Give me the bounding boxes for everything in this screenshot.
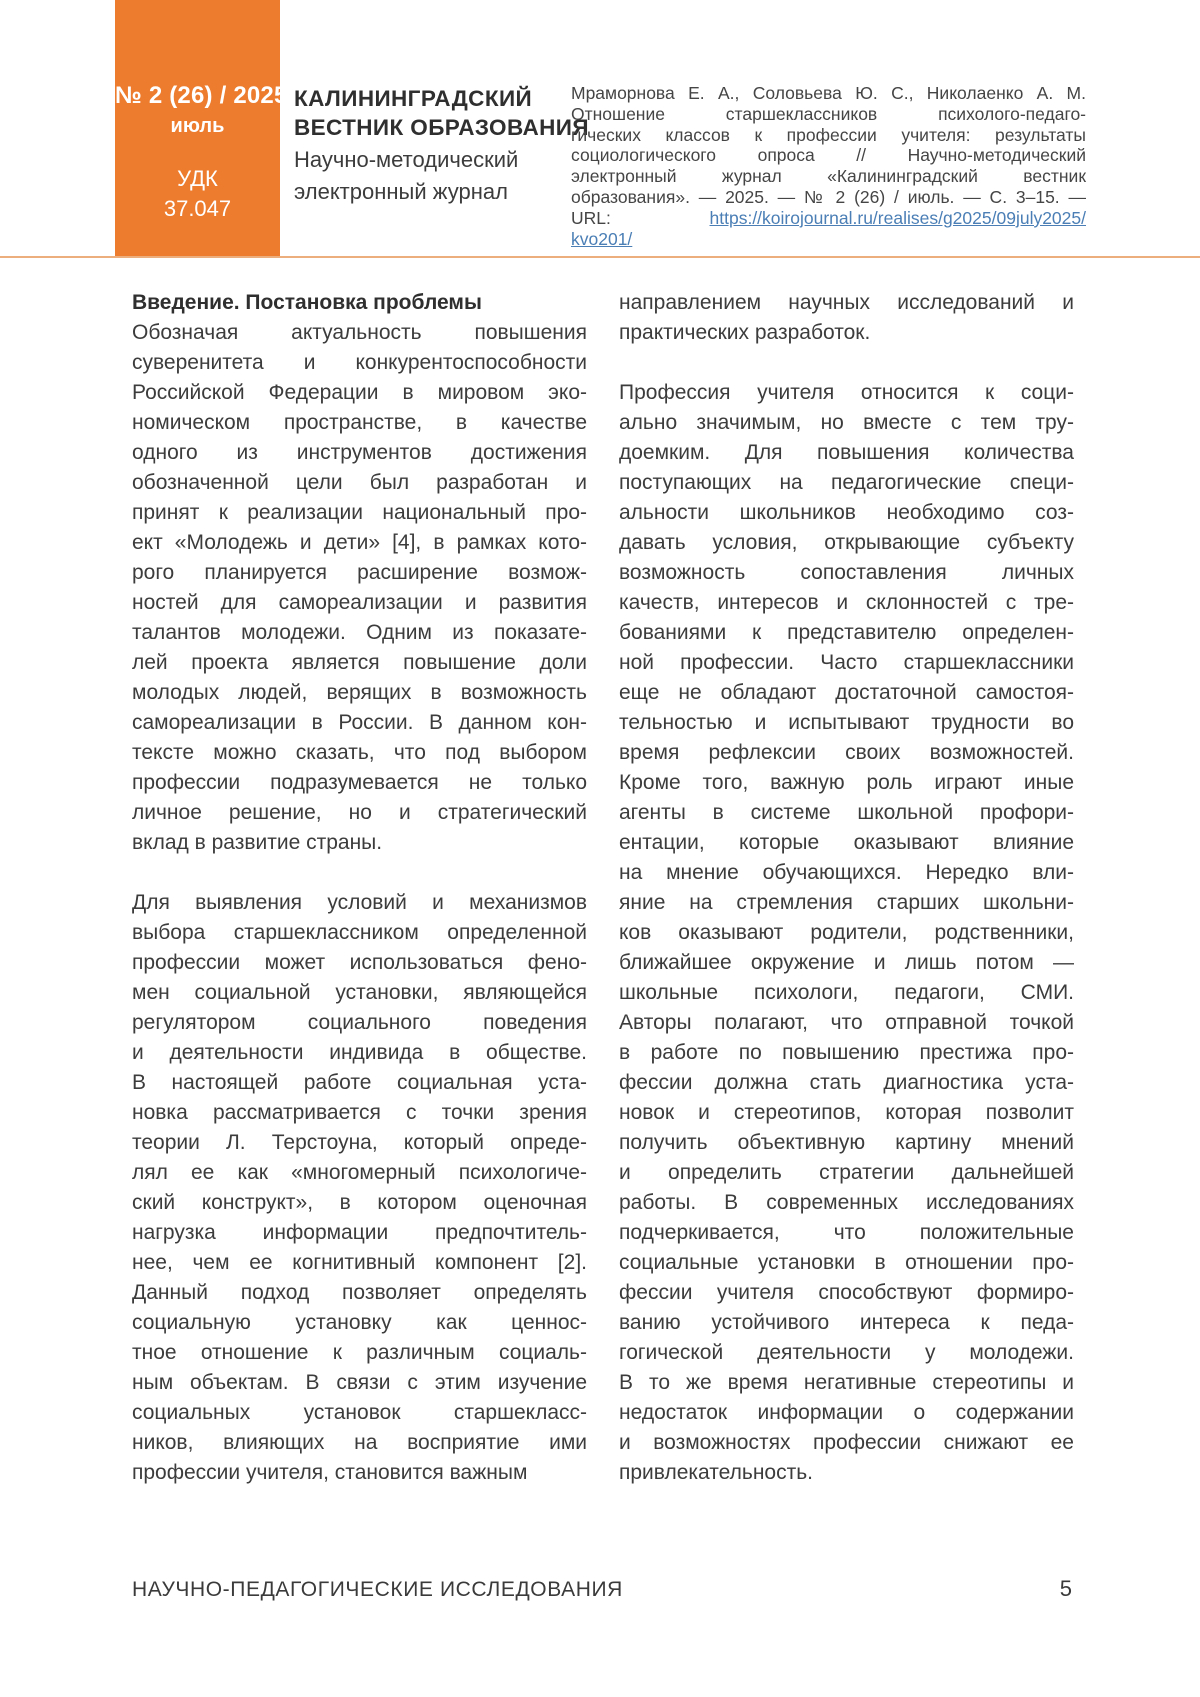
- text-line: тексте можно сказать, что под выбором: [132, 741, 587, 764]
- text-line: молодых людей, верящих в возможность: [132, 681, 587, 704]
- udc-label: УДК: [177, 166, 218, 191]
- text-line: вклад в развитие страны.: [132, 831, 383, 854]
- text-line: работы. В современных исследованиях: [619, 1191, 1074, 1214]
- text-line: практических разработок.: [619, 321, 871, 344]
- text-line: ский конструкт», в котором оценочная: [132, 1191, 587, 1214]
- text-line: новок и стереотипов, которая позволит: [619, 1101, 1074, 1124]
- page-footer: [132, 1576, 1072, 1602]
- text-line: яние на стремления старших школьни-: [619, 891, 1074, 914]
- citation-line: социологического опроса // Научно-методический: [571, 145, 1086, 166]
- paragraph: [619, 378, 1074, 1488]
- citation-line: гических классов к профессии учителя: результаты: [571, 124, 1086, 145]
- text-line: Для выявления условий и механизмов: [132, 891, 587, 914]
- text-line: суверенитета и конкурентоспособности: [132, 351, 587, 374]
- text-line: профессии учителя, становится важным: [132, 1461, 528, 1484]
- citation-url-line-2: [571, 229, 1086, 250]
- text-line: и определить стратегии дальнейшей: [619, 1161, 1074, 1184]
- text-line: время рефлексии своих возможностей.: [619, 741, 1074, 764]
- text-line: выбора старшеклассником определенной: [132, 921, 587, 944]
- right-column: [619, 288, 1074, 1488]
- text-line: социальную установку как ценнос-: [132, 1311, 587, 1334]
- text-line: фессии учителя способствуют формиро-: [619, 1281, 1074, 1304]
- citation-line: электронный журнал «Калининградский вестник: [571, 166, 1086, 187]
- citation-url-link-continued[interactable]: kvo201/: [571, 228, 633, 249]
- journal-masthead: [294, 84, 589, 206]
- text-line: самореализации в России. В данном кон-: [132, 711, 587, 734]
- text-line: В настоящей работе социальная уста-: [132, 1071, 587, 1094]
- text-line: качеств, интересов и склонностей с тре-: [619, 591, 1074, 614]
- text-line: В то же время негативные стереотипы и: [619, 1371, 1074, 1394]
- text-line: поступающих на педагогические специ-: [619, 471, 1074, 494]
- text-line: направлением научных исследований и: [619, 291, 1074, 314]
- journal-subtitle-line-1: Научно-методический: [294, 147, 519, 172]
- text-line: получить объективную картину мнений: [619, 1131, 1074, 1154]
- text-line: и деятельности индивида в обществе.: [132, 1041, 587, 1064]
- text-line: нее, чем ее когнитивный компонент [2].: [132, 1251, 587, 1274]
- udc-block: [115, 164, 280, 224]
- text-line: Авторы полагают, что отправной точкой: [619, 1011, 1074, 1034]
- text-line: ным объектам. В связи с этим изучение: [132, 1371, 587, 1394]
- text-line: ентации, которые оказывают влияние: [619, 831, 1074, 854]
- page-number: 5: [1059, 1576, 1072, 1601]
- citation-line: Отношение старшеклассников психолого-педаго-: [571, 103, 1086, 124]
- text-line: талантов молодежи. Одним из показате-: [132, 621, 587, 644]
- text-line: ект «Молодежь и дети» [4], в рамках кото-: [132, 531, 587, 554]
- text-line: личное решение, но и стратегический: [132, 801, 587, 824]
- text-line: социальные установки в отношении про-: [619, 1251, 1074, 1274]
- text-line: давать условия, открывающие субъекту: [619, 531, 1074, 554]
- paragraph: [619, 288, 1074, 348]
- text-line: одного из инструментов достижения: [132, 441, 587, 464]
- left-column: [132, 288, 587, 1488]
- text-line: ной профессии. Часто старшеклассники: [619, 651, 1074, 674]
- text-line: Обозначая актуальность повышения: [132, 321, 587, 344]
- text-line: ванию устойчивого интереса к педа-: [619, 1311, 1074, 1334]
- text-line: и возможностях профессии снижают ее: [619, 1431, 1074, 1454]
- text-line: теории Л. Терстоуна, который опреде-: [132, 1131, 587, 1154]
- issue-month: июль: [170, 115, 225, 137]
- text-line: принят к реализации национальный про-: [132, 501, 587, 524]
- text-line: лял ее как «многомерный психологиче-: [132, 1161, 587, 1184]
- paragraph: [132, 288, 587, 858]
- text-line: нагрузка информации предпочтитель-: [132, 1221, 587, 1244]
- text-line: ников, влияющих на восприятие ими: [132, 1431, 587, 1454]
- text-line: Российской Федерации в мировом эко-: [132, 381, 587, 404]
- footer-section-title: НАУЧНО-ПЕДАГОГИЧЕСКИЕ ИССЛЕДОВАНИЯ: [132, 1578, 623, 1601]
- text-line: ков оказывают родители, родственники,: [619, 921, 1074, 944]
- text-line: социальных установок старшекласс-: [132, 1401, 587, 1424]
- text-line: агенты в системе школьной профори-: [619, 801, 1074, 824]
- text-line: школьные психологи, педагоги, СМИ.: [619, 981, 1074, 1004]
- text-line: Данный подход позволяет определять: [132, 1281, 587, 1304]
- citation-url-link[interactable]: https://koirojournal.ru/realises/g2025/09july2025/: [709, 207, 1086, 228]
- text-line: профессии подразумевается не только: [132, 771, 587, 794]
- citation-url-line: [571, 208, 1086, 229]
- text-line: новка рассматривается с точки зрения: [132, 1101, 587, 1124]
- text-line: недостаток информации о содержании: [619, 1401, 1074, 1424]
- citation-line: образования». — 2025. — № 2 (26) / июль. — С. 3–15. —: [571, 186, 1086, 207]
- header-divider-line: [0, 256, 1200, 258]
- text-line: возможность сопоставления личных: [619, 561, 1074, 584]
- text-line: лей проекта является повышение доли: [132, 651, 587, 674]
- text-line: привлекательность.: [619, 1461, 813, 1484]
- text-line: тное отношение к различным социаль-: [132, 1341, 587, 1364]
- text-line: регулятором социального поведения: [132, 1011, 587, 1034]
- issue-number: № 2 (26) / 2025: [115, 82, 288, 109]
- text-line: на мнение обучающихся. Нередко вли-: [619, 861, 1074, 884]
- text-line: рого планируется расширение возмож-: [132, 561, 587, 584]
- text-line: профессии может использоваться фено-: [132, 951, 587, 974]
- text-line: номическом пространстве, в качестве: [132, 411, 587, 434]
- citation-line: Мраморнова Е. А., Соловьева Ю. С., Николаенко А. М.: [571, 83, 1086, 103]
- text-line: в работе по повышению престижа про-: [619, 1041, 1074, 1064]
- section-heading: Введение. Постановка проблемы: [132, 291, 482, 314]
- issue-box: [115, 0, 288, 258]
- text-line: еще не обладают достаточной самостоя-: [619, 681, 1074, 704]
- text-line: ально значимым, но вместе с тем тру-: [619, 411, 1074, 434]
- text-line: ближайшее окружение и лишь потом —: [619, 951, 1074, 974]
- paragraph: [132, 888, 587, 1488]
- text-line: фессии должна стать диагностика уста-: [619, 1071, 1074, 1094]
- text-line: мен социальной установки, являющейся: [132, 981, 587, 1004]
- text-line: гогической деятельности у молодежи.: [619, 1341, 1074, 1364]
- text-line: обозначенной цели был разработан и: [132, 471, 587, 494]
- text-line: доемким. Для повышения количества: [619, 441, 1074, 464]
- text-line: ностей для самореализации и развития: [132, 591, 587, 614]
- journal-subtitle-line-2: электронный журнал: [294, 179, 508, 204]
- text-line: бованиями к представителю определен-: [619, 621, 1074, 644]
- citation-block: [571, 83, 1086, 249]
- journal-title-line-2: ВЕСТНИК ОБРАЗОВАНИЯ: [294, 115, 589, 140]
- text-line: Кроме того, важную роль играют иные: [619, 771, 1074, 794]
- article-body: [132, 288, 1074, 1488]
- udc-value: 37.047: [163, 196, 232, 221]
- text-line: альности школьников необходимо соз-: [619, 501, 1074, 524]
- text-line: подчеркивается, что положительные: [619, 1221, 1074, 1244]
- journal-title-line-1: КАЛИНИНГРАДСКИЙ: [294, 86, 533, 111]
- citation-url-prefix: URL:: [571, 207, 710, 228]
- text-line: Профессия учителя относится к соци-: [619, 381, 1074, 404]
- text-line: тельностью и испытывают трудности во: [619, 711, 1074, 734]
